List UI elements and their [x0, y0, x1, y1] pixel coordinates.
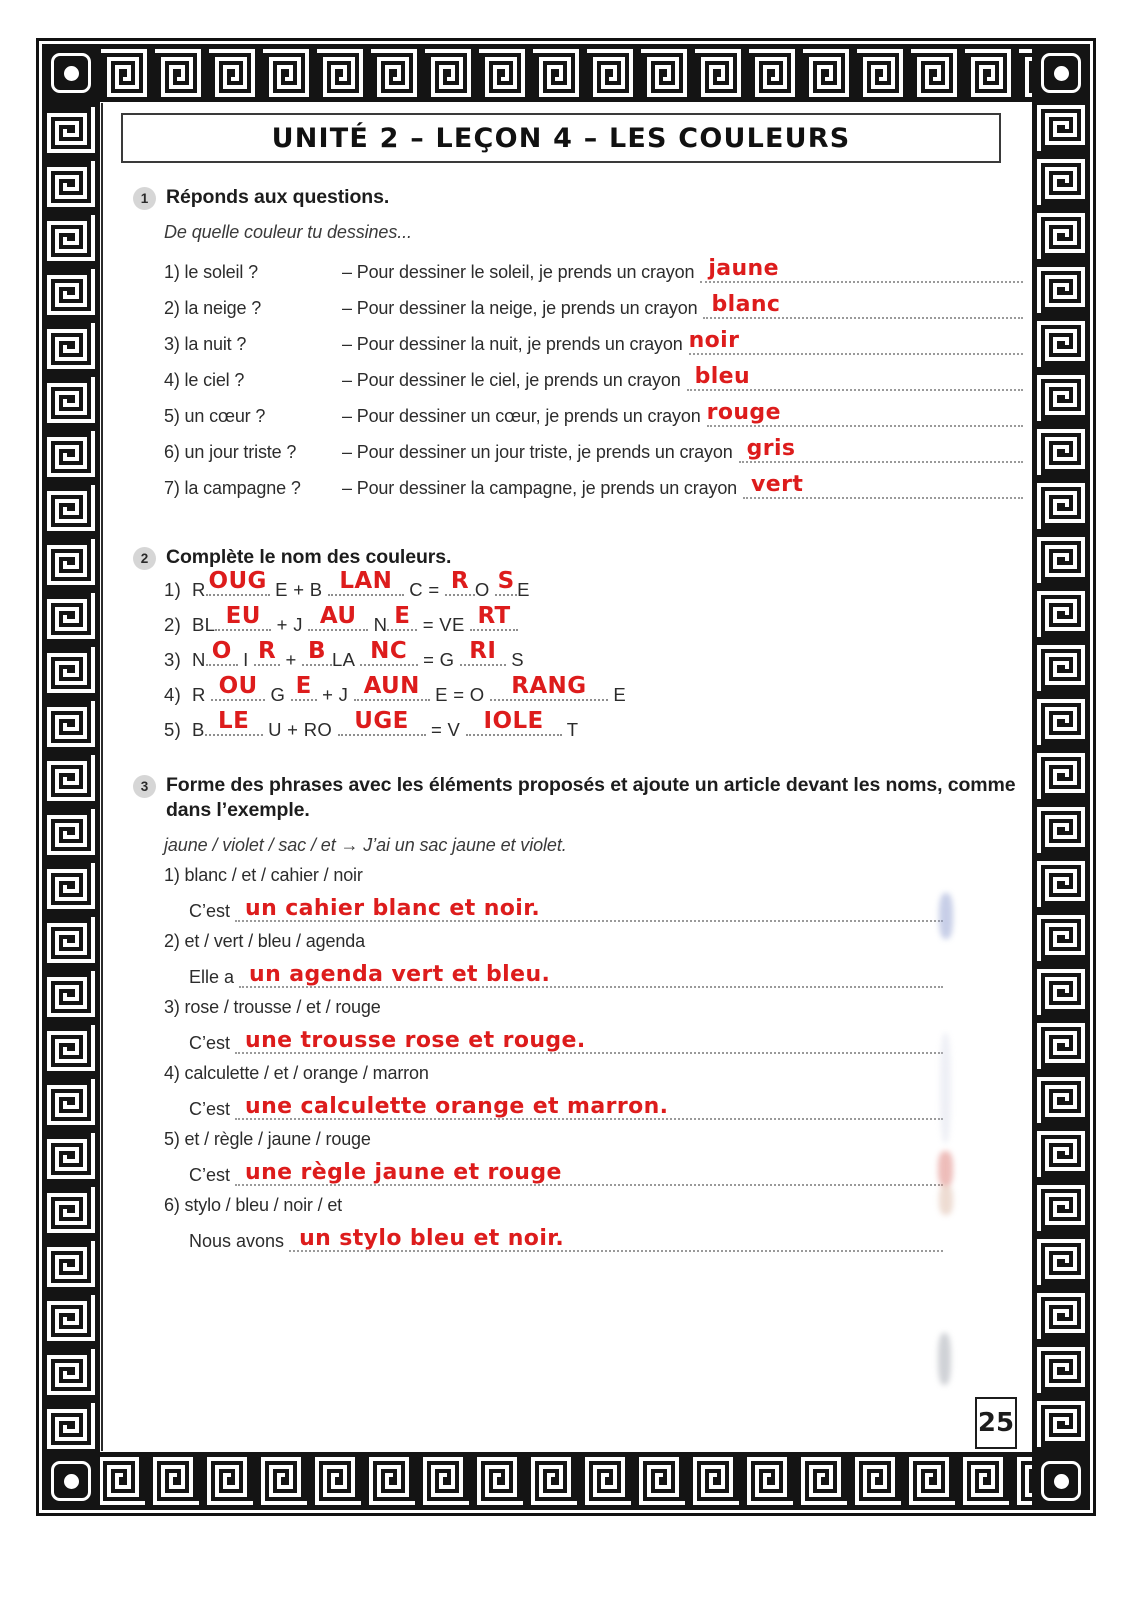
greek-key-tile: [44, 1182, 98, 1236]
exercise-1-row: [164, 283, 1023, 319]
exercise-2-answer-blank[interactable]: [328, 568, 404, 596]
greek-key-tile: [44, 1398, 98, 1452]
exercise-1-sentence-stem: – Pour dessiner un cœur, je prends un crayon: [342, 406, 701, 426]
exercise-3: [133, 773, 1023, 1252]
greek-key-tile: [1034, 102, 1088, 156]
exercise-2-handwritten-letters: R: [450, 568, 469, 594]
exercise-2-row: [164, 673, 1023, 714]
greek-key-tile: [474, 1454, 528, 1508]
exercise-1-sentence-stem: – Pour dessiner le ciel, je prends un crayon: [342, 370, 681, 390]
exercise-2-answer-blank[interactable]: [470, 603, 518, 631]
greek-key-tile: [852, 1454, 906, 1508]
greek-key-tile: [636, 1454, 690, 1508]
greek-key-tile: [1034, 1128, 1088, 1182]
exercise-2-printed-letters: R: [192, 579, 206, 600]
exercise-3-prompt: 4) calculette / et / orange / marron: [164, 1062, 429, 1083]
greek-key-tile: [44, 1074, 98, 1128]
exercise-2-printed-letters: O: [474, 579, 496, 600]
exercise-1-question-label: 1) le soleil ?: [164, 262, 258, 282]
greek-key-tile: [1034, 750, 1088, 804]
greek-key-tile: [906, 46, 960, 100]
exercise-3-answer-row: [189, 889, 1023, 922]
exercise-2-printed-letters: = VE: [417, 614, 471, 635]
greek-key-tile: [44, 1128, 98, 1182]
greek-key-tile: [798, 46, 852, 100]
greek-key-tile: [1034, 642, 1088, 696]
exercise-2-handwritten-letters: OU: [218, 673, 258, 699]
greek-key-tile: [1034, 1182, 1088, 1236]
greek-key-tile: [420, 1454, 474, 1508]
exercise-3-answer-lead: Elle a: [189, 966, 235, 987]
exercise-2-row: [164, 708, 1023, 749]
exercise-2-printed-letters: B: [192, 719, 205, 740]
greek-key-tile: [44, 426, 98, 480]
greek-key-tile: [150, 1454, 204, 1508]
greek-key-tile: [44, 966, 98, 1020]
exercise-1-handwritten-answer: rouge: [706, 400, 781, 425]
greek-key-tile: [44, 804, 98, 858]
greek-key-tile: [258, 46, 312, 100]
exercise-3-answer-row: [189, 1021, 1023, 1054]
decorative-border-frame: [36, 38, 1096, 1516]
greek-key-tile: [44, 210, 98, 264]
exercise-2-answer-blank[interactable]: [254, 638, 280, 666]
exercise-3-answer-row: [189, 1153, 1023, 1186]
greek-key-tile: [744, 46, 798, 100]
exercise-2-item-number: 2): [164, 614, 182, 635]
exercise-3-answer-lead: Nous avons: [189, 1230, 285, 1251]
exercise-2-header: [133, 545, 1023, 570]
greek-key-border-right: [1032, 102, 1090, 1452]
exercise-1-sentence-stem: – Pour dessiner la neige, je prends un crayon: [342, 298, 698, 318]
greek-key-tile: [258, 1454, 312, 1508]
exercise-2-printed-letters: S: [505, 649, 524, 670]
exercise-2-handwritten-letters: O: [211, 638, 232, 664]
corner-circle-top-right: [1032, 44, 1090, 102]
exercise-3-answer-blank[interactable]: [289, 1225, 943, 1252]
exercise-2-answer-blank[interactable]: [211, 673, 265, 701]
greek-key-tile: [44, 318, 98, 372]
exercise-1-row: [164, 247, 1023, 283]
greek-key-tile: [1034, 534, 1088, 588]
exercise-3-answer-row: [189, 1087, 1023, 1120]
exercise-2-handwritten-letters: E: [295, 673, 312, 699]
exercise-2-printed-letters: G: [265, 684, 291, 705]
greek-key-tile: [312, 1454, 366, 1508]
exercise-3-handwritten-answer: une règle jaune et rouge: [245, 1159, 562, 1185]
greek-key-tile: [1034, 966, 1088, 1020]
greek-key-tile: [44, 1020, 98, 1074]
exercise-2-item-number: 3): [164, 649, 182, 670]
exercise-2-answer-blank[interactable]: [387, 603, 417, 631]
greek-key-tile: [44, 912, 98, 966]
greek-key-tile: [44, 696, 98, 750]
exercise-2-printed-letters: U + RO: [262, 719, 338, 740]
exercise-2-handwritten-letters: NC: [370, 638, 408, 664]
greek-key-tile: [44, 102, 98, 156]
exercise-2-answer-blank[interactable]: [206, 568, 270, 596]
greek-key-tile: [420, 46, 474, 100]
exercise-2: [133, 545, 1023, 749]
greek-key-tile: [44, 264, 98, 318]
exercise-1-header: [133, 185, 1023, 210]
exercise-3-answer-lead: C’est: [189, 1164, 231, 1185]
exercise-1-row: [164, 355, 1023, 391]
page-title: UNITÉ 2 – LEÇON 4 – LES COULEURS: [271, 122, 851, 154]
greek-key-tile: [1034, 804, 1088, 858]
exercise-2-printed-letters: N: [192, 649, 206, 670]
greek-key-tile: [96, 46, 150, 100]
exercise-3-answer-blank[interactable]: [235, 895, 943, 922]
greek-key-tile: [1034, 588, 1088, 642]
exercise-2-printed-letters: = G: [417, 649, 460, 670]
exercise-3-prompt: 6) stylo / bleu / noir / et: [164, 1194, 343, 1215]
exercise-2-answer-blank[interactable]: [302, 638, 332, 666]
exercise-3-handwritten-answer: une calculette orange et marron.: [245, 1093, 669, 1119]
exercise-1-title: Réponds aux questions.: [166, 186, 390, 208]
exercise-3-header: [133, 773, 1023, 823]
greek-key-border-bottom: [42, 1452, 1090, 1510]
exercise-1-question-label: 7) la campagne ?: [164, 478, 301, 498]
exercise-1-question-label: 4) le ciel ?: [164, 370, 245, 390]
greek-key-tile: [1034, 480, 1088, 534]
greek-key-tile: [312, 46, 366, 100]
greek-key-tile: [204, 1454, 258, 1508]
exercise-2-handwritten-letters: LAN: [339, 568, 393, 594]
greek-key-tile: [44, 1290, 98, 1344]
exercise-1-handwritten-answer: vert: [751, 472, 804, 497]
exercise-2-printed-letters: = V: [425, 719, 466, 740]
exercise-2-printed-letters: E = O: [429, 684, 490, 705]
greek-key-tile: [1034, 156, 1088, 210]
exercise-2-answer-blank[interactable]: [206, 638, 238, 666]
greek-key-tile: [44, 1344, 98, 1398]
greek-key-tile: [852, 46, 906, 100]
greek-key-tile: [44, 750, 98, 804]
exercise-2-printed-letters: BL: [192, 614, 216, 635]
greek-key-tile: [1034, 1074, 1088, 1128]
greek-key-tile: [366, 46, 420, 100]
exercise-2-printed-letters: R: [192, 684, 212, 705]
greek-key-tile: [44, 534, 98, 588]
exercise-3-example: jaune / violet / sac / et → J’ai un sac jaune et violet.: [164, 834, 567, 855]
exercise-3-prompt: 5) et / règle / jaune / rouge: [164, 1128, 371, 1149]
exercise-3-answer-row: [189, 955, 1023, 988]
exercise-3-prompt: 3) rose / trousse / et / rouge: [164, 996, 381, 1017]
exercise-2-handwritten-letters: LE: [218, 708, 250, 734]
exercise-1-answer-blank[interactable]: [707, 399, 1023, 427]
exercise-1-answer-blank[interactable]: [700, 255, 1023, 283]
greek-key-tile: [1034, 1344, 1088, 1398]
exercise-1-question-label: 6) un jour triste ?: [164, 442, 297, 462]
exercise-3-answer-lead: C’est: [189, 1032, 231, 1053]
page-number-box: 25: [975, 1397, 1017, 1449]
exercise-1-handwritten-answer: jaune: [708, 256, 779, 281]
exercise-2-handwritten-letters: R: [257, 638, 277, 664]
greek-key-tile: [582, 46, 636, 100]
exercise-2-printed-letters: + J: [271, 614, 309, 635]
exercise-2-item-number: 5): [164, 719, 182, 740]
greek-key-tile: [1034, 426, 1088, 480]
greek-key-tile: [582, 1454, 636, 1508]
exercise-1-sentence-stem: – Pour dessiner la nuit, je prends un crayon: [342, 334, 683, 354]
greek-key-tile: [1034, 912, 1088, 966]
greek-key-tile: [960, 46, 1014, 100]
exercise-2-printed-letters: LA: [331, 649, 360, 670]
greek-key-tile: [798, 1454, 852, 1508]
greek-key-tile: [44, 480, 98, 534]
exercise-1-row: [164, 427, 1023, 463]
exercise-1-sentence-stem: – Pour dessiner la campagne, je prends un crayon: [342, 478, 738, 498]
exercise-3-handwritten-answer: un agenda vert et bleu.: [249, 961, 551, 987]
exercise-1-answer-blank[interactable]: [739, 435, 1023, 463]
exercise-2-title: Complète le nom des couleurs.: [166, 546, 452, 568]
exercise-1-question-list: [164, 247, 1023, 499]
exercise-1-answer-blank[interactable]: [687, 363, 1023, 391]
exercise-3-answer-blank[interactable]: [235, 1159, 943, 1186]
exercise-1-answer-blank[interactable]: [689, 327, 1023, 355]
greek-key-border-left: [42, 102, 100, 1452]
exercise-1-answer-blank[interactable]: [703, 291, 1023, 319]
exercise-2-handwritten-letters: B: [308, 638, 326, 664]
greek-key-tile: [44, 156, 98, 210]
greek-key-tile: [528, 46, 582, 100]
exercise-1-answer-blank[interactable]: [743, 471, 1023, 499]
exercise-3-answer-blank[interactable]: [235, 1093, 943, 1120]
exercise-2-item-number: 1): [164, 579, 182, 600]
exercise-2-handwritten-letters: IOLE: [483, 708, 544, 734]
exercise-3-handwritten-answer: un stylo bleu et noir.: [299, 1225, 565, 1251]
greek-key-tile: [744, 1454, 798, 1508]
exercise-2-answer-blank[interactable]: [495, 568, 517, 596]
greek-key-tile: [960, 1454, 1014, 1508]
greek-key-tile: [1034, 858, 1088, 912]
exercise-1-handwritten-answer: blanc: [711, 292, 781, 317]
exercise-1-question-label: 5) un cœur ?: [164, 406, 266, 426]
exercise-3-answer-row: [189, 1219, 1023, 1252]
exercise-2-handwritten-letters: AUN: [363, 673, 420, 699]
exercise-1-handwritten-answer: gris: [746, 436, 796, 461]
exercise-3-handwritten-answer: une trousse rose et rouge.: [245, 1027, 586, 1053]
corner-circle-bottom-left: [42, 1452, 100, 1510]
greek-key-tile: [96, 1454, 150, 1508]
exercise-2-printed-letters: N: [368, 614, 388, 635]
greek-key-tile: [366, 1454, 420, 1508]
greek-key-tile: [1034, 1236, 1088, 1290]
exercise-1-number: 1: [133, 187, 156, 210]
exercise-2-printed-letters: E: [517, 579, 530, 600]
exercise-3-answer-blank[interactable]: [235, 1027, 943, 1054]
corner-circle-top-left: [42, 44, 100, 102]
corner-circle-bottom-right: [1032, 1452, 1090, 1510]
exercise-2-handwritten-letters: AU: [319, 603, 357, 629]
exercise-2-row: [164, 638, 1023, 679]
exercise-1-question-label: 2) la neige ?: [164, 298, 262, 318]
exercise-2-answer-blank[interactable]: [354, 673, 430, 701]
greek-key-tile: [1034, 1020, 1088, 1074]
exercise-1-sentence-stem: – Pour dessiner le soleil, je prends un crayon: [342, 262, 695, 282]
exercise-2-answer-blank[interactable]: [360, 638, 418, 666]
exercise-2-handwritten-letters: OUG: [208, 568, 267, 594]
greek-key-tile: [1034, 372, 1088, 426]
exercise-3-title: Forme des phrases avec les éléments proposés et ajoute un article devant les noms, comme dans l’exemple.: [166, 774, 1016, 821]
greek-key-tile: [690, 46, 744, 100]
exercise-2-handwritten-letters: RT: [477, 603, 511, 629]
exercise-3-number: 3: [133, 775, 156, 798]
greek-key-tile: [474, 46, 528, 100]
exercise-2-answer-blank[interactable]: [490, 673, 608, 701]
exercise-2-handwritten-letters: E: [394, 603, 411, 629]
exercise-3-handwritten-answer: un cahier blanc et noir.: [245, 895, 541, 921]
exercise-2-item-list: [164, 568, 1023, 749]
greek-key-tile: [1034, 1398, 1088, 1452]
exercise-2-row: [164, 568, 1023, 609]
exercise-2-handwritten-letters: EU: [225, 603, 261, 629]
greek-key-border-top: [42, 44, 1090, 102]
exercise-2-printed-letters: E + B: [269, 579, 328, 600]
exercise-1-sentence-stem: – Pour dessiner un jour triste, je prends un crayon: [342, 442, 733, 462]
greek-key-tile: [44, 372, 98, 426]
exercise-2-answer-blank[interactable]: [291, 673, 317, 701]
exercise-2-printed-letters: + J: [316, 684, 354, 705]
exercise-2-answer-blank[interactable]: [308, 603, 368, 631]
exercise-1-row: [164, 391, 1023, 427]
exercise-3-answer-lead: C’est: [189, 1098, 231, 1119]
greek-key-tile: [1034, 696, 1088, 750]
greek-key-tile: [1034, 318, 1088, 372]
greek-key-tile: [204, 46, 258, 100]
greek-key-tile: [690, 1454, 744, 1508]
exercise-2-answer-blank[interactable]: [338, 708, 426, 736]
greek-key-tile: [1034, 210, 1088, 264]
exercise-3-answer-blank[interactable]: [239, 961, 943, 988]
exercise-3-prompt: 2) et / vert / bleu / agenda: [164, 930, 365, 951]
greek-key-tile: [150, 46, 204, 100]
exercise-1-subtitle: De quelle couleur tu dessines...: [164, 222, 412, 242]
exercise-2-answer-blank[interactable]: [445, 568, 475, 596]
greek-key-tile: [44, 642, 98, 696]
exercise-1-row: [164, 319, 1023, 355]
exercise-3-item-list: [164, 865, 1023, 1252]
exercise-2-printed-letters: C =: [403, 579, 445, 600]
exercise-2-handwritten-letters: UGE: [354, 708, 409, 734]
greek-key-tile: [44, 858, 98, 912]
exercise-2-printed-letters: I: [237, 649, 254, 670]
content-area: [101, 103, 1031, 1451]
greek-key-tile: [1034, 264, 1088, 318]
greek-key-tile: [44, 588, 98, 642]
exercise-1-handwritten-answer: bleu: [694, 364, 751, 389]
exercise-2-handwritten-letters: S: [497, 568, 515, 594]
exercise-3-prompt: 1) blanc / et / cahier / noir: [164, 864, 363, 885]
exercise-2-item-number: 4): [164, 684, 182, 705]
exercise-2-answer-blank[interactable]: [205, 708, 263, 736]
greek-key-tile: [636, 46, 690, 100]
lesson-title-box: [121, 113, 1001, 163]
greek-key-tile: [906, 1454, 960, 1508]
exercise-2-printed-letters: +: [280, 649, 302, 670]
exercise-1: [133, 185, 1023, 499]
greek-key-tile: [44, 1236, 98, 1290]
exercise-2-answer-blank[interactable]: [466, 708, 562, 736]
exercise-2-number: 2: [133, 547, 156, 570]
exercise-3-answer-lead: C’est: [189, 900, 231, 921]
exercise-2-answer-blank[interactable]: [460, 638, 506, 666]
exercise-2-row: [164, 603, 1023, 644]
exercise-1-question-label: 3) la nuit ?: [164, 334, 247, 354]
worksheet-body: [103, 103, 1039, 1457]
exercise-2-handwritten-letters: RI: [469, 638, 497, 664]
exercise-2-answer-blank[interactable]: [215, 603, 271, 631]
exercise-1-row: [164, 463, 1023, 499]
scan-artifact: [938, 1333, 951, 1385]
exercise-1-handwritten-answer: noir: [688, 328, 740, 353]
greek-key-tile: [1034, 1290, 1088, 1344]
greek-key-tile: [528, 1454, 582, 1508]
exercise-2-printed-letters: T: [561, 719, 579, 740]
exercise-2-printed-letters: E: [607, 684, 626, 705]
exercise-2-handwritten-letters: RANG: [511, 673, 587, 699]
